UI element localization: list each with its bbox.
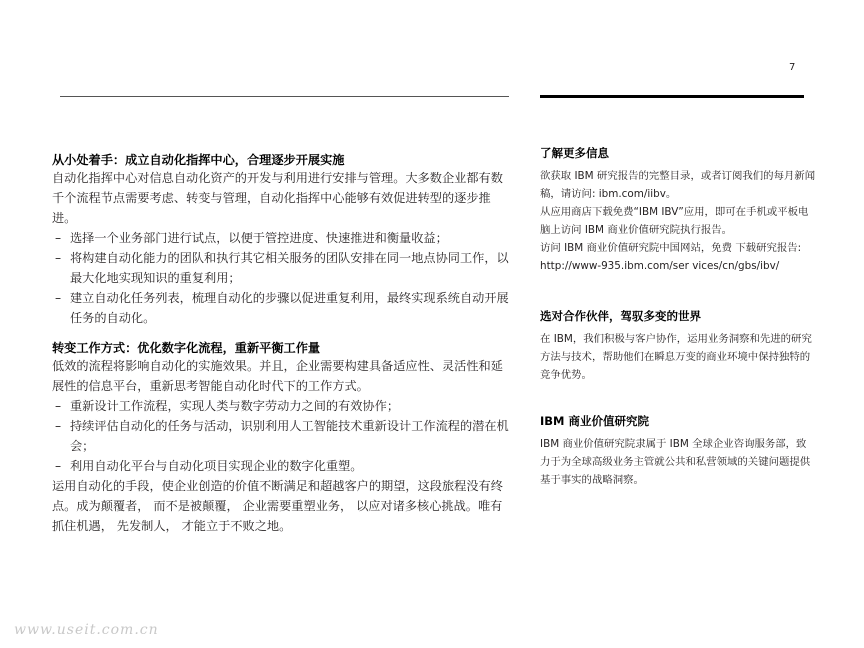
list-item: – 建立自动化任务列表，梳理自动化的步骤以促进重复利用，最终实现系统自动开展任务的自动化。 — [52, 288, 514, 328]
main-column — [52, 152, 514, 536]
sidebar-heading: 了解更多信息 — [540, 146, 609, 160]
list-item: – 利用自动化平台与自动化项目实现企业的数字化重塑。 — [52, 456, 514, 476]
left-divider — [60, 96, 509, 97]
section-paragraph: 低效的流程将影响自动化的实施效果。并且，企业需要构建具备适应性、灵活性和延展性的信息平台，重新思考智能自动化时代下的工作方式。 — [52, 359, 503, 393]
list-item: – 将构建自动化能力的团队和执行其它相关服务的团队安排在同一地点协同工作，以最大化地实现知识的重复利用； — [52, 248, 514, 288]
section-heading: 转变工作方式：优化数字化流程，重新平衡工作量 — [52, 341, 321, 355]
sidebar-paragraph: IBM 商业价值研究院隶属于 IBM 全球企业咨询服务部，致力于为全球高级业务主管就公共和私营领域的关键问题提供基于事实的战略洞察。 — [540, 438, 811, 486]
watermark-text: www.useit.com.cn — [14, 622, 159, 638]
bullet-list — [52, 396, 514, 476]
right-divider — [540, 95, 804, 98]
section-paragraph: 自动化指挥中心对信息自动化资产的开发与利用进行安排与管理。大多数企业都有数千个流程节点需要考虑、转变与管理，自动化指挥中心能够有效促进转型的逐步推进。 — [52, 171, 503, 225]
section-work-transformation — [52, 340, 514, 476]
sidebar-paragraph: 从应用商店下载免费“IBM IBV”应用，即可在手机或平板电脑上访问 IBM 商业价值研究院执行报告。 — [540, 206, 809, 236]
sidebar-heading: 选对合作伙伴，驾驭多变的世界 — [540, 309, 701, 323]
sidebar-paragraph: 访问 IBM 商业价值研究院中国网站，免费 下载研究报告: http://www-935.ibm.com/ser vices/cn/gbs/ibv/ — [540, 242, 802, 272]
closing-paragraph: 运用自动化的手段，使企业创造的价值不断满足和超越客户的期望，这段旅程没有终点。成为颠覆者， 而不是被颠覆， 企业需要重塑业务， 以应对诸多核心挑战。唯有抓住机遇， 先发制人， 才能立于不败之地。 — [52, 479, 503, 533]
list-item: – 持续评估自动化的任务与活动，识别利用人工智能技术重新设计工作流程的潜在机会； — [52, 416, 514, 456]
sidebar-section-more-info — [540, 146, 816, 275]
list-item: – 选择一个业务部门进行试点，以便于管控进度、快速推进和衡量收益； — [52, 228, 514, 248]
sidebar-column — [540, 146, 816, 489]
sidebar-section-ibv — [540, 414, 816, 489]
sidebar-section-partner — [540, 309, 816, 384]
sidebar-paragraph: 欲获取 IBM 研究报告的完整目录，或者订阅我们的每月新闻稿，请访问: ibm.com/iibv。 — [540, 170, 816, 200]
page-number: 7 — [789, 62, 796, 73]
bullet-list — [52, 228, 514, 328]
list-item: – 重新设计工作流程，实现人类与数字劳动力之间的有效协作； — [52, 396, 514, 416]
section-heading: 从小处着手：成立自动化指挥中心，合理逐步开展实施 — [52, 153, 345, 167]
sidebar-paragraph: 在 IBM，我们积极与客户协作，运用业务洞察和先进的研究方法与技术，帮助他们在瞬息万变的商业环境中保持独特的竞争优势。 — [540, 333, 812, 381]
sidebar-heading: IBM 商业价值研究院 — [540, 414, 649, 428]
section-command-center — [52, 152, 514, 328]
